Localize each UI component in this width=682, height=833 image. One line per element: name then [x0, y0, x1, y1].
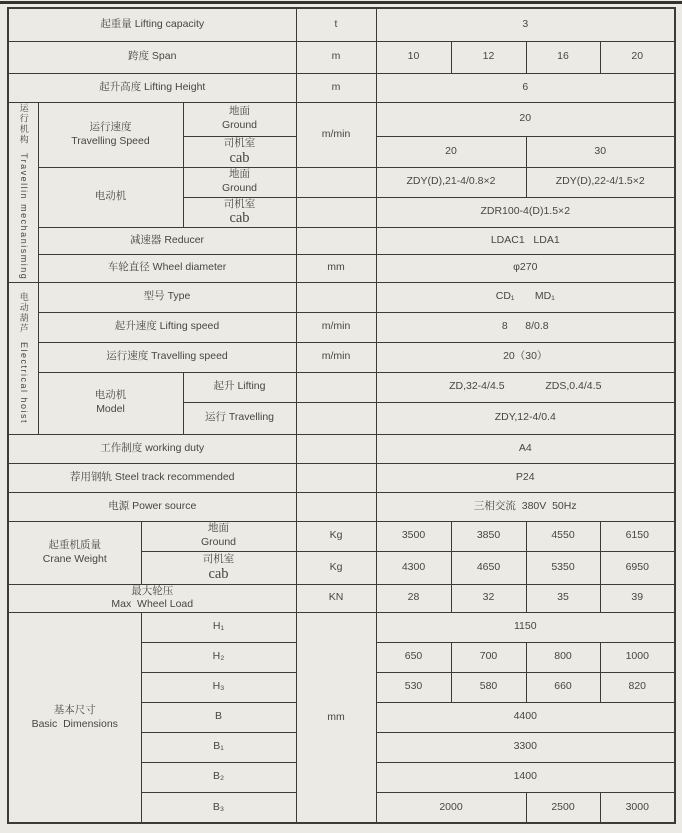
unit-cell: m/min — [296, 342, 376, 372]
value-cell: ZD,32-4/4.5 ZDS,0.4/4.5 — [376, 372, 675, 402]
table-row-lifting-height — [8, 73, 675, 102]
row-label: 运行速度 Travelling speed — [38, 342, 296, 372]
value-cell: LDAC1 LDA1 — [376, 227, 675, 254]
table-row-reducer — [8, 227, 675, 254]
table-row-working-duty — [8, 434, 675, 463]
value-cell: 530 — [376, 672, 451, 702]
unit-cell: Kg — [296, 521, 376, 551]
unit-cell: t — [296, 8, 376, 41]
unit-cell — [296, 227, 376, 254]
sub-label: B₃ — [141, 792, 296, 823]
value-cell: 8 8/0.8 — [376, 312, 675, 342]
row-label: 车轮直径 Wheel diameter — [38, 254, 296, 282]
row-label: 起升速度 Lifting speed — [38, 312, 296, 342]
value-cell: 3500 — [376, 521, 451, 551]
unit-cell — [296, 434, 376, 463]
value-cell: ZDR100-4(D)1.5×2 — [376, 197, 675, 227]
table-row-span — [8, 41, 675, 73]
value-cell: 35 — [526, 584, 600, 612]
unit-cell — [296, 197, 376, 227]
sub-label: 司机室 cab — [141, 551, 296, 584]
value-cell: 3 — [376, 8, 675, 41]
value-cell: 1400 — [376, 762, 675, 792]
table-row-power-source — [8, 492, 675, 521]
row-label: 起重机质量 Crane Weight — [8, 521, 141, 584]
table-row-hoist-motor-lifting — [8, 372, 675, 402]
unit-cell — [296, 463, 376, 492]
sub-label: B₁ — [141, 732, 296, 762]
unit-cell: mm — [296, 612, 376, 823]
sub-label: B — [141, 702, 296, 732]
table-row-travel-motor-ground — [8, 167, 675, 197]
value-cell: 4650 — [451, 551, 526, 584]
table-row-hoist-travelling-speed — [8, 342, 675, 372]
value-cell: 4300 — [376, 551, 451, 584]
value-cell: 3850 — [451, 521, 526, 551]
table-row-crane-weight-ground — [8, 521, 675, 551]
row-label: 荐用钢轨 Steel track recommended — [8, 463, 296, 492]
table-row-steel-track — [8, 463, 675, 492]
unit-cell — [296, 372, 376, 402]
value-cell: A4 — [376, 434, 675, 463]
sub-label: 起升 Lifting — [183, 372, 296, 402]
value-cell: ZDY(D),21-4/0.8×2 — [376, 167, 526, 197]
row-label: 型号 Type — [38, 282, 296, 312]
table-row-dim-h1 — [8, 612, 675, 642]
table-row-wheel-diameter — [8, 254, 675, 282]
value-cell: P24 — [376, 463, 675, 492]
sub-label: H₁ — [141, 612, 296, 642]
row-label: 最大轮压 Max Wheel Load — [8, 584, 296, 612]
value-cell: 1000 — [600, 642, 675, 672]
value-cell: 6950 — [600, 551, 675, 584]
value-cell: 660 — [526, 672, 600, 702]
unit-cell: m — [296, 41, 376, 73]
unit-cell: m/min — [296, 102, 376, 167]
value-cell: 16 — [526, 41, 600, 73]
value-cell: 4550 — [526, 521, 600, 551]
section-label-basic-dimensions: 基本尺寸 Basic Dimensions — [8, 612, 141, 823]
row-label: 跨度 Span — [8, 41, 296, 73]
value-cell: 39 — [600, 584, 675, 612]
table-row-travel-speed-ground — [8, 102, 675, 136]
value-cell: 4400 — [376, 702, 675, 732]
unit-cell: m — [296, 73, 376, 102]
sub-label: 地面 Ground — [183, 167, 296, 197]
value-cell: 2500 — [526, 792, 600, 823]
value-cell: 3300 — [376, 732, 675, 762]
value-cell: 6150 — [600, 521, 675, 551]
unit-cell: Kg — [296, 551, 376, 584]
unit-cell: m/min — [296, 312, 376, 342]
value-cell: 20（30） — [376, 342, 675, 372]
value-cell: ZDY(D),22-4/1.5×2 — [526, 167, 675, 197]
scan-top-edge-line — [0, 1, 682, 4]
unit-cell — [296, 402, 376, 434]
value-cell: 1150 — [376, 612, 675, 642]
row-label: 电源 Power source — [8, 492, 296, 521]
value-cell: φ270 — [376, 254, 675, 282]
value-cell: 32 — [451, 584, 526, 612]
value-cell: 20 — [600, 41, 675, 73]
value-cell: 3000 — [600, 792, 675, 823]
value-cell: 20 — [376, 102, 675, 136]
value-cell: 820 — [600, 672, 675, 702]
row-label: 起升高度 Lifting Height — [8, 73, 296, 102]
sub-label: B₂ — [141, 762, 296, 792]
sub-label: 运行 Travelling — [183, 402, 296, 434]
value-cell: 28 — [376, 584, 451, 612]
sub-label: 地面 Ground — [141, 521, 296, 551]
value-cell: 6 — [376, 73, 675, 102]
value-cell: ZDY,12-4/0.4 — [376, 402, 675, 434]
value-cell: 800 — [526, 642, 600, 672]
row-label: 电动机 Model — [38, 372, 183, 434]
section-label-electric-hoist: 电动葫芦 Electrical hoist — [8, 282, 38, 434]
value-cell: 5350 — [526, 551, 600, 584]
value-cell: 700 — [451, 642, 526, 672]
value-cell: CD₁ MD₁ — [376, 282, 675, 312]
value-cell: 30 — [526, 136, 675, 167]
value-cell: 2000 — [376, 792, 526, 823]
unit-cell: mm — [296, 254, 376, 282]
value-cell: 20 — [376, 136, 526, 167]
value-cell: 580 — [451, 672, 526, 702]
unit-cell: KN — [296, 584, 376, 612]
value-cell: 10 — [376, 41, 451, 73]
value-cell: 650 — [376, 642, 451, 672]
row-label: 电动机 — [38, 167, 183, 227]
row-label: 运行速度 Travelling Speed — [38, 102, 183, 167]
unit-cell — [296, 282, 376, 312]
sub-label: 司机室 cab — [183, 197, 296, 227]
sub-label: 地面 Ground — [183, 102, 296, 136]
section-label-travelling-mechanism: 运行机构 Travellin mechanisming — [8, 102, 38, 282]
table-row-lifting-capacity — [8, 8, 675, 41]
sub-label: 司机室 cab — [183, 136, 296, 167]
row-label: 工作制度 working duty — [8, 434, 296, 463]
unit-cell — [296, 492, 376, 521]
sub-label: H₃ — [141, 672, 296, 702]
row-label: 减速器 Reducer — [38, 227, 296, 254]
table-row-hoist-lifting-speed — [8, 312, 675, 342]
row-label: 起重量 Lifting capacity — [8, 8, 296, 41]
value-cell: 12 — [451, 41, 526, 73]
table-row-hoist-type — [8, 282, 675, 312]
unit-cell — [296, 167, 376, 197]
table-row-max-wheel-load — [8, 584, 675, 612]
value-cell: 三相交流 380V 50Hz — [376, 492, 675, 521]
sub-label: H₂ — [141, 642, 296, 672]
spec-table — [7, 7, 676, 824]
